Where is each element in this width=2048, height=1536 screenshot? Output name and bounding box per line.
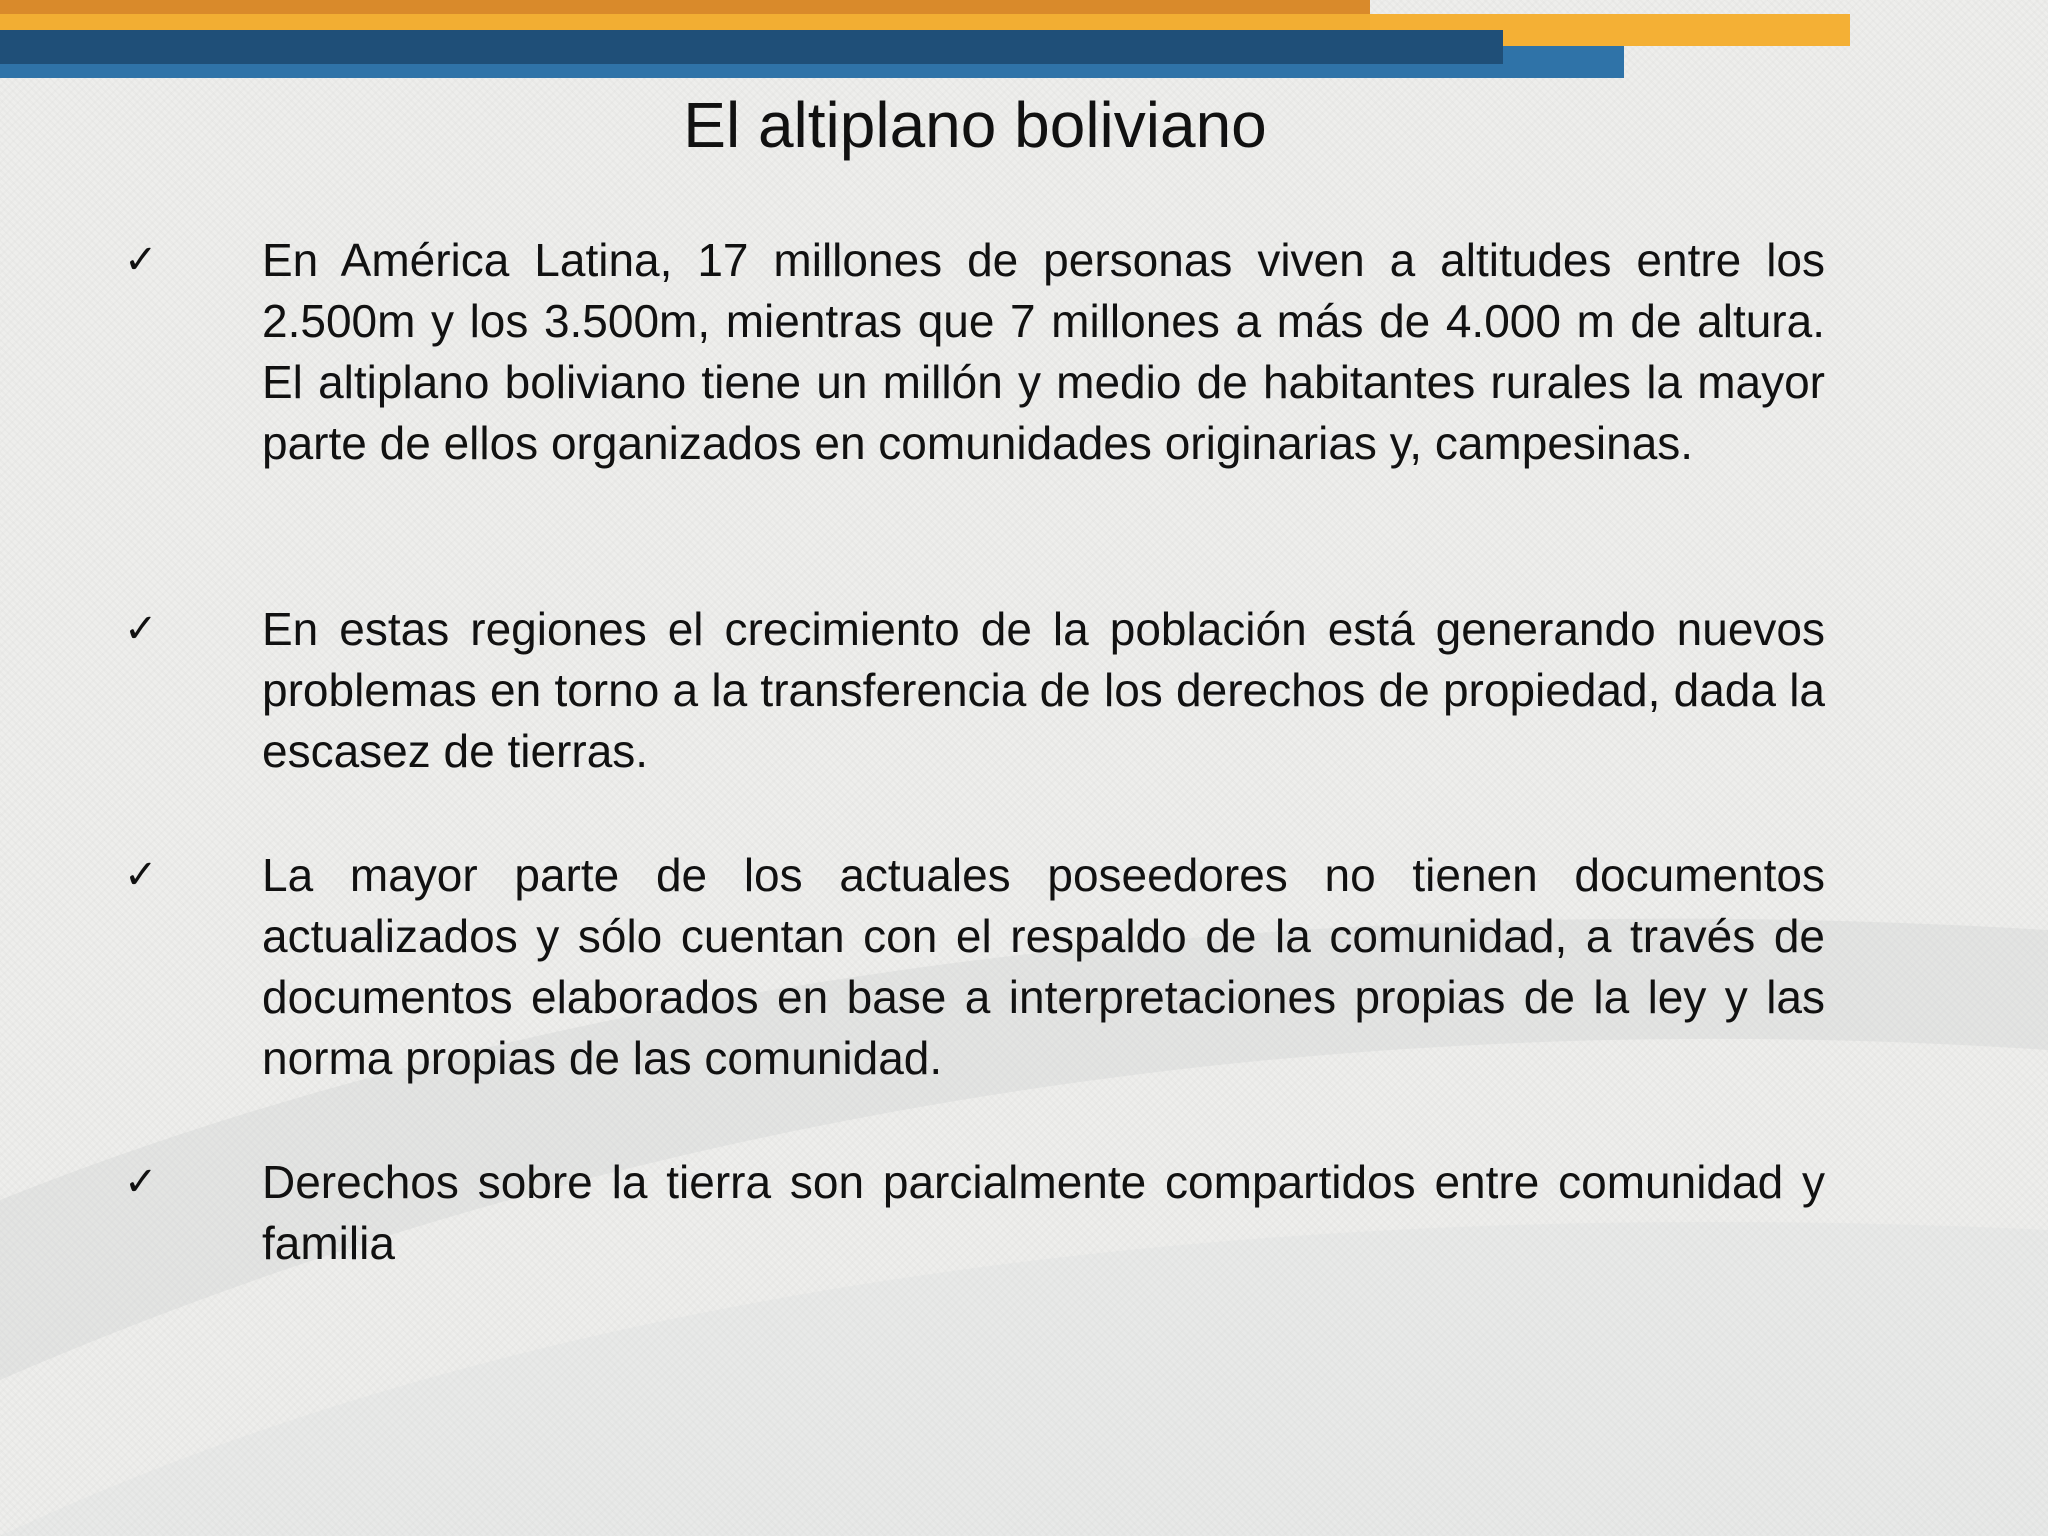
check-icon: ✓ — [124, 1159, 158, 1205]
check-icon: ✓ — [124, 606, 158, 652]
bullet-text: Derechos sobre la tierra son parcialmente compartidos entre comunidad y familia — [262, 1156, 1825, 1269]
check-icon: ✓ — [124, 852, 158, 898]
bullet-text: La mayor parte de los actuales poseedores no tienen documentos actualizados y sólo cuentan con el respaldo de la comunidad, a través de documentos elaborados en base a interpretaciones propias de la ley y las norma propias de las comunidad. — [262, 849, 1825, 1084]
bullet-text: En estas regiones el crecimiento de la población está generando nuevos problemas en torno a la transferencia de los derechos de propiedad, dada la escasez de tierras. — [262, 603, 1825, 777]
slide-title: El altiplano boliviano — [683, 89, 1267, 161]
header-bar-blue-dark — [0, 30, 1503, 64]
check-icon: ✓ — [124, 237, 158, 283]
header-bar-orange — [0, 0, 1370, 14]
bullet-text: En América Latina, 17 millones de personas viven a altitudes entre los 2.500m y los 3.500m, mientras que 7 millones a más de 4.000 m de altura. El altiplano boliviano tiene un millón y medio de habitantes rurales la mayor parte de ellos organizados en comunidades originarias y, campesinas. — [262, 234, 1825, 469]
